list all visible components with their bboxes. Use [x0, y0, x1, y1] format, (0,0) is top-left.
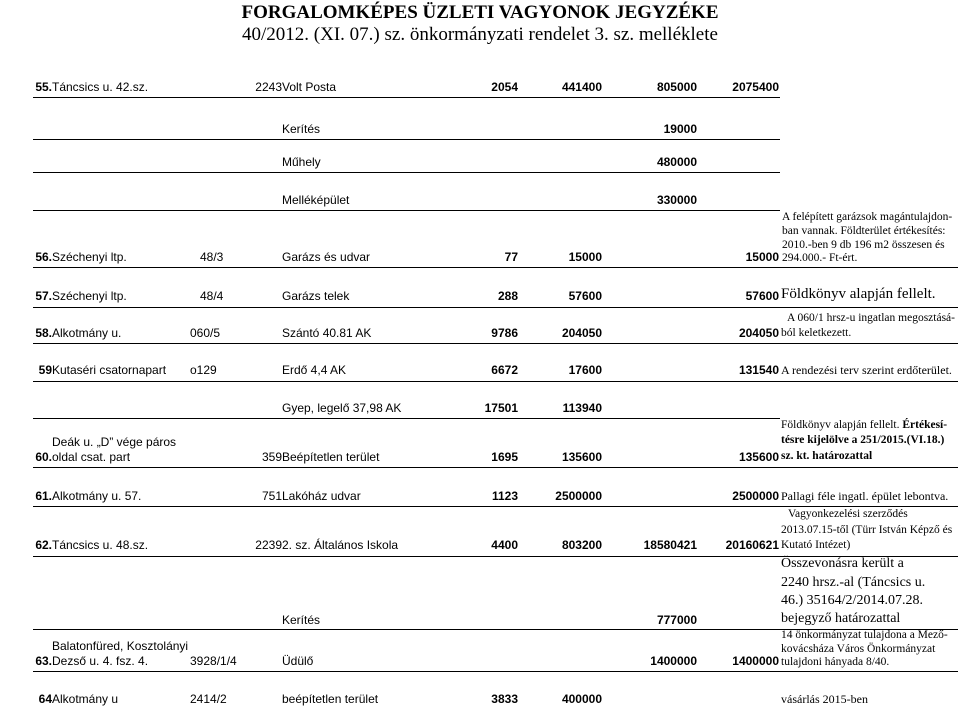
- note-line: Földkönyv alapján fellelt. Értékesí-: [781, 419, 948, 431]
- address: Alkotmány u: [52, 692, 119, 706]
- usage: Műhely: [282, 155, 321, 169]
- area: 1695: [491, 450, 518, 464]
- address: Széchenyi ltp.: [52, 289, 127, 303]
- divider: [33, 307, 958, 308]
- row-number: 57.: [35, 289, 52, 303]
- hrsz: 48/4: [200, 289, 224, 303]
- value-1: 2500000: [555, 489, 602, 503]
- value-3: 57600: [745, 289, 779, 303]
- note-line: 46.) 35164/2/2014.07.28.: [781, 593, 923, 608]
- value-2: 480000: [656, 155, 697, 169]
- divider: [33, 267, 958, 268]
- value-3: 1400000: [732, 654, 779, 668]
- value-1: 400000: [561, 692, 602, 706]
- note-line: 2013.07.15-től (Türr István Képző és: [781, 524, 953, 536]
- area: 288: [497, 289, 518, 303]
- note-line: Kutató Intézet): [781, 539, 851, 551]
- area: 77: [504, 250, 518, 264]
- note-line: 2010.-ben 9 db 196 m2 összesen és: [782, 239, 945, 251]
- hrsz: 3928/1/4: [190, 654, 237, 668]
- page-title: FORGALOMKÉPES ÜZLETI VAGYONOK JEGYZÉKE: [241, 2, 719, 23]
- value-3: 2075400: [732, 80, 779, 94]
- note-line: kovácsháza Város Önkormányzat: [781, 643, 936, 655]
- value-2: 330000: [656, 193, 697, 207]
- area: 2054: [491, 80, 518, 94]
- divider: [33, 172, 780, 173]
- divider: [33, 343, 958, 344]
- note-line: tulajdoni hányada 8/40.: [781, 656, 890, 668]
- usage: Volt Posta: [282, 80, 337, 94]
- row-number: 63.: [35, 654, 52, 668]
- area: 17501: [484, 401, 518, 415]
- note-line: ban vannak. Földterület értékesítés:: [782, 225, 946, 237]
- address: oldal csat. part: [52, 450, 131, 464]
- divider: [33, 418, 780, 419]
- value-3: 204050: [738, 326, 779, 340]
- divider: [33, 506, 958, 507]
- row-number: 56.: [35, 250, 52, 264]
- usage: 2. sz. Általános Iskola: [282, 538, 399, 552]
- note-line: bejegyző határozattal: [781, 611, 901, 626]
- hrsz: 060/5: [190, 326, 221, 340]
- row-number: 59: [38, 363, 52, 377]
- address: Alkotmány u.: [52, 326, 122, 340]
- note-line: ból keletkezett.: [781, 327, 852, 339]
- usage: Szántó 40.81 AK: [282, 326, 372, 340]
- usage: Kerítés: [282, 613, 321, 627]
- value-1: 15000: [568, 250, 602, 264]
- hrsz: 48/3: [200, 250, 224, 264]
- note-line: A felépített garázsok magántulajdon-: [782, 211, 953, 223]
- divider: [33, 97, 780, 98]
- value-2: 805000: [656, 80, 697, 94]
- value-2: 18580421: [643, 538, 697, 552]
- page-subtitle: 40/2012. (XI. 07.) sz. önkormányzati rendelet 3. sz. melléklete: [242, 24, 718, 45]
- area: 9786: [491, 326, 518, 340]
- divider: [33, 381, 958, 382]
- value-3: 131540: [738, 363, 779, 377]
- usage: Garázs telek: [282, 289, 350, 303]
- address: Táncsics u. 42.sz.: [52, 80, 149, 94]
- hrsz: o129: [190, 363, 217, 377]
- usage: Erdő 4,4 AK: [282, 363, 347, 377]
- value-3: 2500000: [732, 489, 779, 503]
- usage: Beépítetlen terület: [282, 450, 380, 464]
- hrsz: 2414/2: [190, 692, 227, 706]
- divider: [33, 210, 780, 211]
- area: 4400: [491, 538, 518, 552]
- note-line: 294.000.- Ft-ért.: [782, 252, 858, 264]
- value-3: 20160621: [725, 538, 779, 552]
- note: Földkönyv alapján fellelt.: [781, 286, 936, 302]
- value-3: 15000: [745, 250, 779, 264]
- hrsz: 2243: [255, 80, 282, 94]
- value-1: 135600: [561, 450, 602, 464]
- usage: Melléképület: [282, 193, 350, 207]
- address: Széchenyi ltp.: [52, 250, 127, 264]
- address: Táncsics u. 48.sz.: [52, 538, 149, 552]
- usage: Gyep, legelő 37,98 AK: [282, 401, 402, 415]
- note: vásárlás 2015-ben: [781, 692, 868, 706]
- row-number: 64: [38, 692, 52, 706]
- value-2: 19000: [663, 122, 697, 136]
- note-line: sz. kt. határozattal: [781, 450, 873, 462]
- hrsz: 751: [261, 489, 282, 503]
- divider: [33, 671, 958, 672]
- usage: beépítetlen terület: [282, 692, 379, 706]
- usage: Lakóház udvar: [282, 489, 361, 503]
- row-number: 58.: [35, 326, 52, 340]
- address: Alkotmány u. 57.: [52, 489, 142, 503]
- note-line: Vagyonkezelési szerződés: [788, 508, 908, 520]
- value-2: 1400000: [650, 654, 697, 668]
- row-number: 61.: [35, 489, 52, 503]
- value-3: 135600: [738, 450, 779, 464]
- value-1: 204050: [561, 326, 602, 340]
- value-2: 777000: [656, 613, 697, 627]
- area: 3833: [491, 692, 518, 706]
- value-1: 441400: [561, 80, 602, 94]
- note-line: 2240 hrsz.-al (Táncsics u.: [781, 575, 926, 590]
- value-1: 17600: [568, 363, 602, 377]
- note-line: tésre kijelölve a 251/2015.(VI.18.): [781, 434, 945, 446]
- note-line: Összevonásra került a: [781, 556, 904, 571]
- address: Kutaséri csatornapart: [52, 363, 167, 377]
- row-number: 60.: [35, 450, 52, 464]
- usage: Garázs és udvar: [282, 250, 371, 264]
- address: Dezső u. 4. fsz. 4.: [52, 654, 149, 668]
- row-number: 62.: [35, 538, 52, 552]
- value-1: 113940: [562, 401, 602, 415]
- note: Pallagi féle ingatl. épület lebontva.: [781, 489, 949, 503]
- divider: [33, 467, 958, 468]
- note: A rendezési terv szerint erdőterület.: [781, 363, 952, 377]
- hrsz: 2239: [255, 538, 282, 552]
- usage: Üdülő: [282, 654, 314, 668]
- address: Balatonfüred, Kosztolányi: [52, 639, 189, 653]
- address: Deák u. „D” vége páros: [52, 435, 177, 449]
- area: 6672: [491, 363, 518, 377]
- value-1: 57600: [568, 289, 602, 303]
- row-number: 55.: [35, 80, 52, 94]
- divider: [33, 139, 780, 140]
- area: 1123: [491, 489, 518, 503]
- usage: Kerítés: [282, 122, 321, 136]
- note-line: 14 önkormányzat tulajdona a Mező-: [781, 629, 948, 641]
- hrsz: 359: [261, 450, 282, 464]
- note-line: A 060/1 hrsz-u ingatlan megosztásá-: [787, 312, 955, 324]
- value-1: 803200: [561, 538, 602, 552]
